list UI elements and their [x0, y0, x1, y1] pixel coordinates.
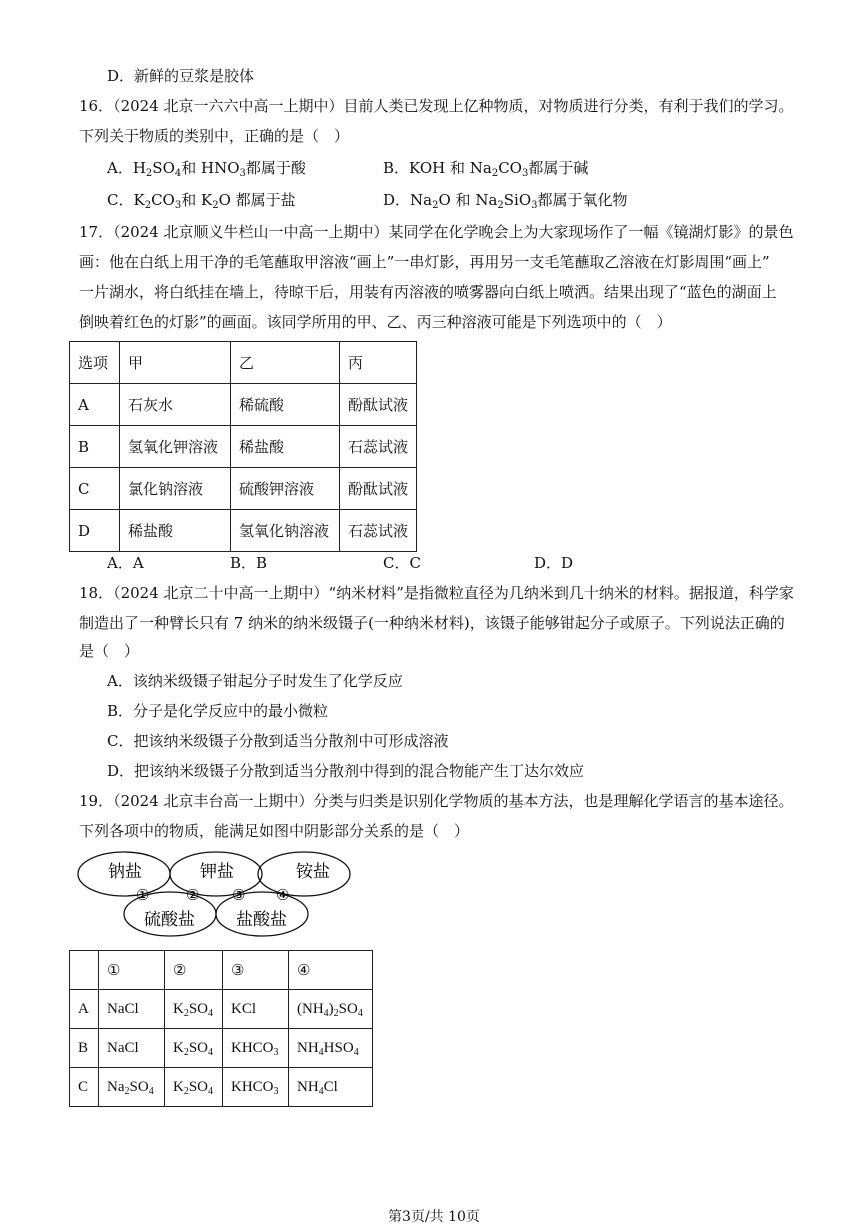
table-cell: NaCl — [99, 1029, 165, 1068]
table-cell: D — [70, 510, 120, 552]
table-cell: C — [70, 468, 120, 510]
table-header-cell: ② — [165, 951, 223, 990]
table-cell: $(NH_4)_2SO_4$ — [289, 990, 373, 1029]
table-cell: 石蕊试液 — [340, 426, 417, 468]
table-cell: C — [70, 1068, 99, 1107]
venn-label-chloride: 盐酸盐 — [236, 910, 287, 930]
q16-option-a: A．$H_2SO_4$和 $HNO_3$都属于酸 — [107, 159, 306, 179]
table-header-cell: 甲 — [120, 342, 231, 384]
q16-option-c: C．$K_2CO_3$和 $K_2O$ 都属于盐 — [107, 191, 296, 211]
table-header-cell: 乙 — [231, 342, 340, 384]
table-header-cell: ④ — [289, 951, 373, 990]
venn-diagram — [76, 850, 356, 946]
venn-label-ammonium: 铵盐 — [296, 862, 330, 882]
table-row — [70, 510, 417, 552]
q17-stem-line4: 倒映着红色的灯影”的画面。该同学所用的甲、乙、丙三种溶液可能是下列选项中的（ ） — [79, 313, 672, 331]
venn-mark-1: ① — [136, 886, 150, 904]
q17-option-d: D．D — [534, 554, 574, 572]
table-cell: A — [70, 990, 99, 1029]
venn-mark-2: ② — [186, 886, 200, 904]
q16-option-d: D．$Na_2O$ 和 $Na_2SiO_3$都属于氧化物 — [383, 191, 628, 211]
table-cell: 氢氧化钠溶液 — [231, 510, 340, 552]
table-header-cell — [70, 951, 99, 990]
table-cell: 酚酞试液 — [340, 468, 417, 510]
table-cell: 氢氧化钾溶液 — [120, 426, 231, 468]
venn-label-sulfate: 硫酸盐 — [144, 910, 195, 930]
table-cell: $NH_4Cl$ — [289, 1068, 373, 1107]
q15-option-d: D．新鲜的豆浆是胶体 — [107, 67, 255, 85]
page-footer: 第3页/共 10页 — [388, 1209, 480, 1225]
table-header-cell: 丙 — [340, 342, 417, 384]
table-cell: $KHCO_3$ — [223, 1068, 289, 1107]
table-cell: $Na_2SO_4$ — [99, 1068, 165, 1107]
venn-mark-3: ③ — [232, 886, 246, 904]
q19-stem-line1: 19．（2024 北京丰台高一上期中）分类与归类是识别化学物质的基本方法，也是理解化学语言的基本途径。 — [79, 792, 794, 810]
table-cell: 酚酞试液 — [340, 384, 417, 426]
table-cell: A — [70, 384, 120, 426]
table-cell: 稀盐酸 — [231, 426, 340, 468]
table-row — [70, 1068, 373, 1107]
table-cell: $K_2SO_4$ — [165, 990, 223, 1029]
table-cell: $K_2SO_4$ — [165, 1029, 223, 1068]
q16-stem-line2: 下列关于物质的类别中，正确的是（ ） — [79, 127, 350, 145]
table-cell: 硫酸钾溶液 — [231, 468, 340, 510]
q18-stem-line1: 18．（2024 北京二十中高一上期中）“纳米材料”是指微粒直径为几纳米到几十纳米的材料。据报道，科学家 — [79, 584, 794, 602]
table-cell: B — [70, 1029, 99, 1068]
q18-option-b: B．分子是化学反应中的最小微粒 — [107, 702, 329, 720]
table-cell: 稀盐酸 — [120, 510, 231, 552]
q17-option-b: B．B — [230, 554, 268, 572]
table-cell: $K_2SO_4$ — [165, 1068, 223, 1107]
table-cell: 石灰水 — [120, 384, 231, 426]
table-row — [70, 384, 417, 426]
table-row — [70, 1029, 373, 1068]
q17-stem-line1: 17．（2024 北京顺义牛栏山一中高一上期中）某同学在化学晚会上为大家现场作了一幅《镜湖灯影》的景色 — [79, 223, 794, 241]
q17-option-a: A．A — [107, 554, 144, 572]
table-cell: 稀硫酸 — [231, 384, 340, 426]
table-cell: 氯化钠溶液 — [120, 468, 231, 510]
table-header-cell: 选项 — [70, 342, 120, 384]
table-header-cell: ① — [99, 951, 165, 990]
q18-stem-line3: 是（ ） — [79, 642, 140, 660]
table-row — [70, 468, 417, 510]
table-row — [70, 951, 373, 990]
q18-option-d: D．把该纳米级镊子分散到适当分散剂中得到的混合物能产生丁达尔效应 — [107, 762, 585, 780]
table-row — [70, 426, 417, 468]
venn-mark-4: ④ — [276, 886, 290, 904]
q17-option-c: C．C — [383, 554, 421, 572]
q18-option-a: A．该纳米级镊子钳起分子时发生了化学反应 — [107, 672, 403, 690]
q19-stem-line2: 下列各项中的物质，能满足如图中阴影部分关系的是（ ） — [79, 822, 470, 840]
venn-label-potassium: 钾盐 — [200, 862, 234, 882]
q16-option-b: B．KOH 和 $Na_2CO_3$都属于碱 — [383, 159, 589, 179]
q17-table — [69, 341, 417, 552]
q17-stem-line3: 一片湖水，将白纸挂在墙上，待晾干后，用装有丙溶液的喷雾器向白纸上喷洒。结果出现了“蓝色的湖面上 — [79, 283, 777, 301]
q18-stem-line2: 制造出了一种臂长只有 7 纳米的纳米级镊子(一种纳米材料)，该镊子能够钳起分子或原子。下列说法正确的 — [79, 614, 785, 632]
q17-stem-line2: 画：他在白纸上用干净的毛笔蘸取甲溶液“画上”一串灯影，再用另一支毛笔蘸取乙溶液在灯影周围“画上” — [79, 253, 770, 271]
table-cell: $NH_4HSO_4$ — [289, 1029, 373, 1068]
table-row — [70, 990, 373, 1029]
table-header-cell: ③ — [223, 951, 289, 990]
table-cell: B — [70, 426, 120, 468]
table-row — [70, 342, 417, 384]
table-cell: KCl — [223, 990, 289, 1029]
q19-table — [69, 950, 373, 1107]
table-cell: $KHCO_3$ — [223, 1029, 289, 1068]
venn-label-sodium: 钠盐 — [108, 862, 142, 882]
table-cell: NaCl — [99, 990, 165, 1029]
q16-stem-line1: 16．（2024 北京一六六中高一上期中）目前人类已发现上亿种物质，对物质进行分类，有利于我们的学习。 — [79, 97, 794, 115]
table-cell: 石蕊试液 — [340, 510, 417, 552]
q18-option-c: C．把该纳米级镊子分散到适当分散剂中可形成溶液 — [107, 732, 449, 750]
